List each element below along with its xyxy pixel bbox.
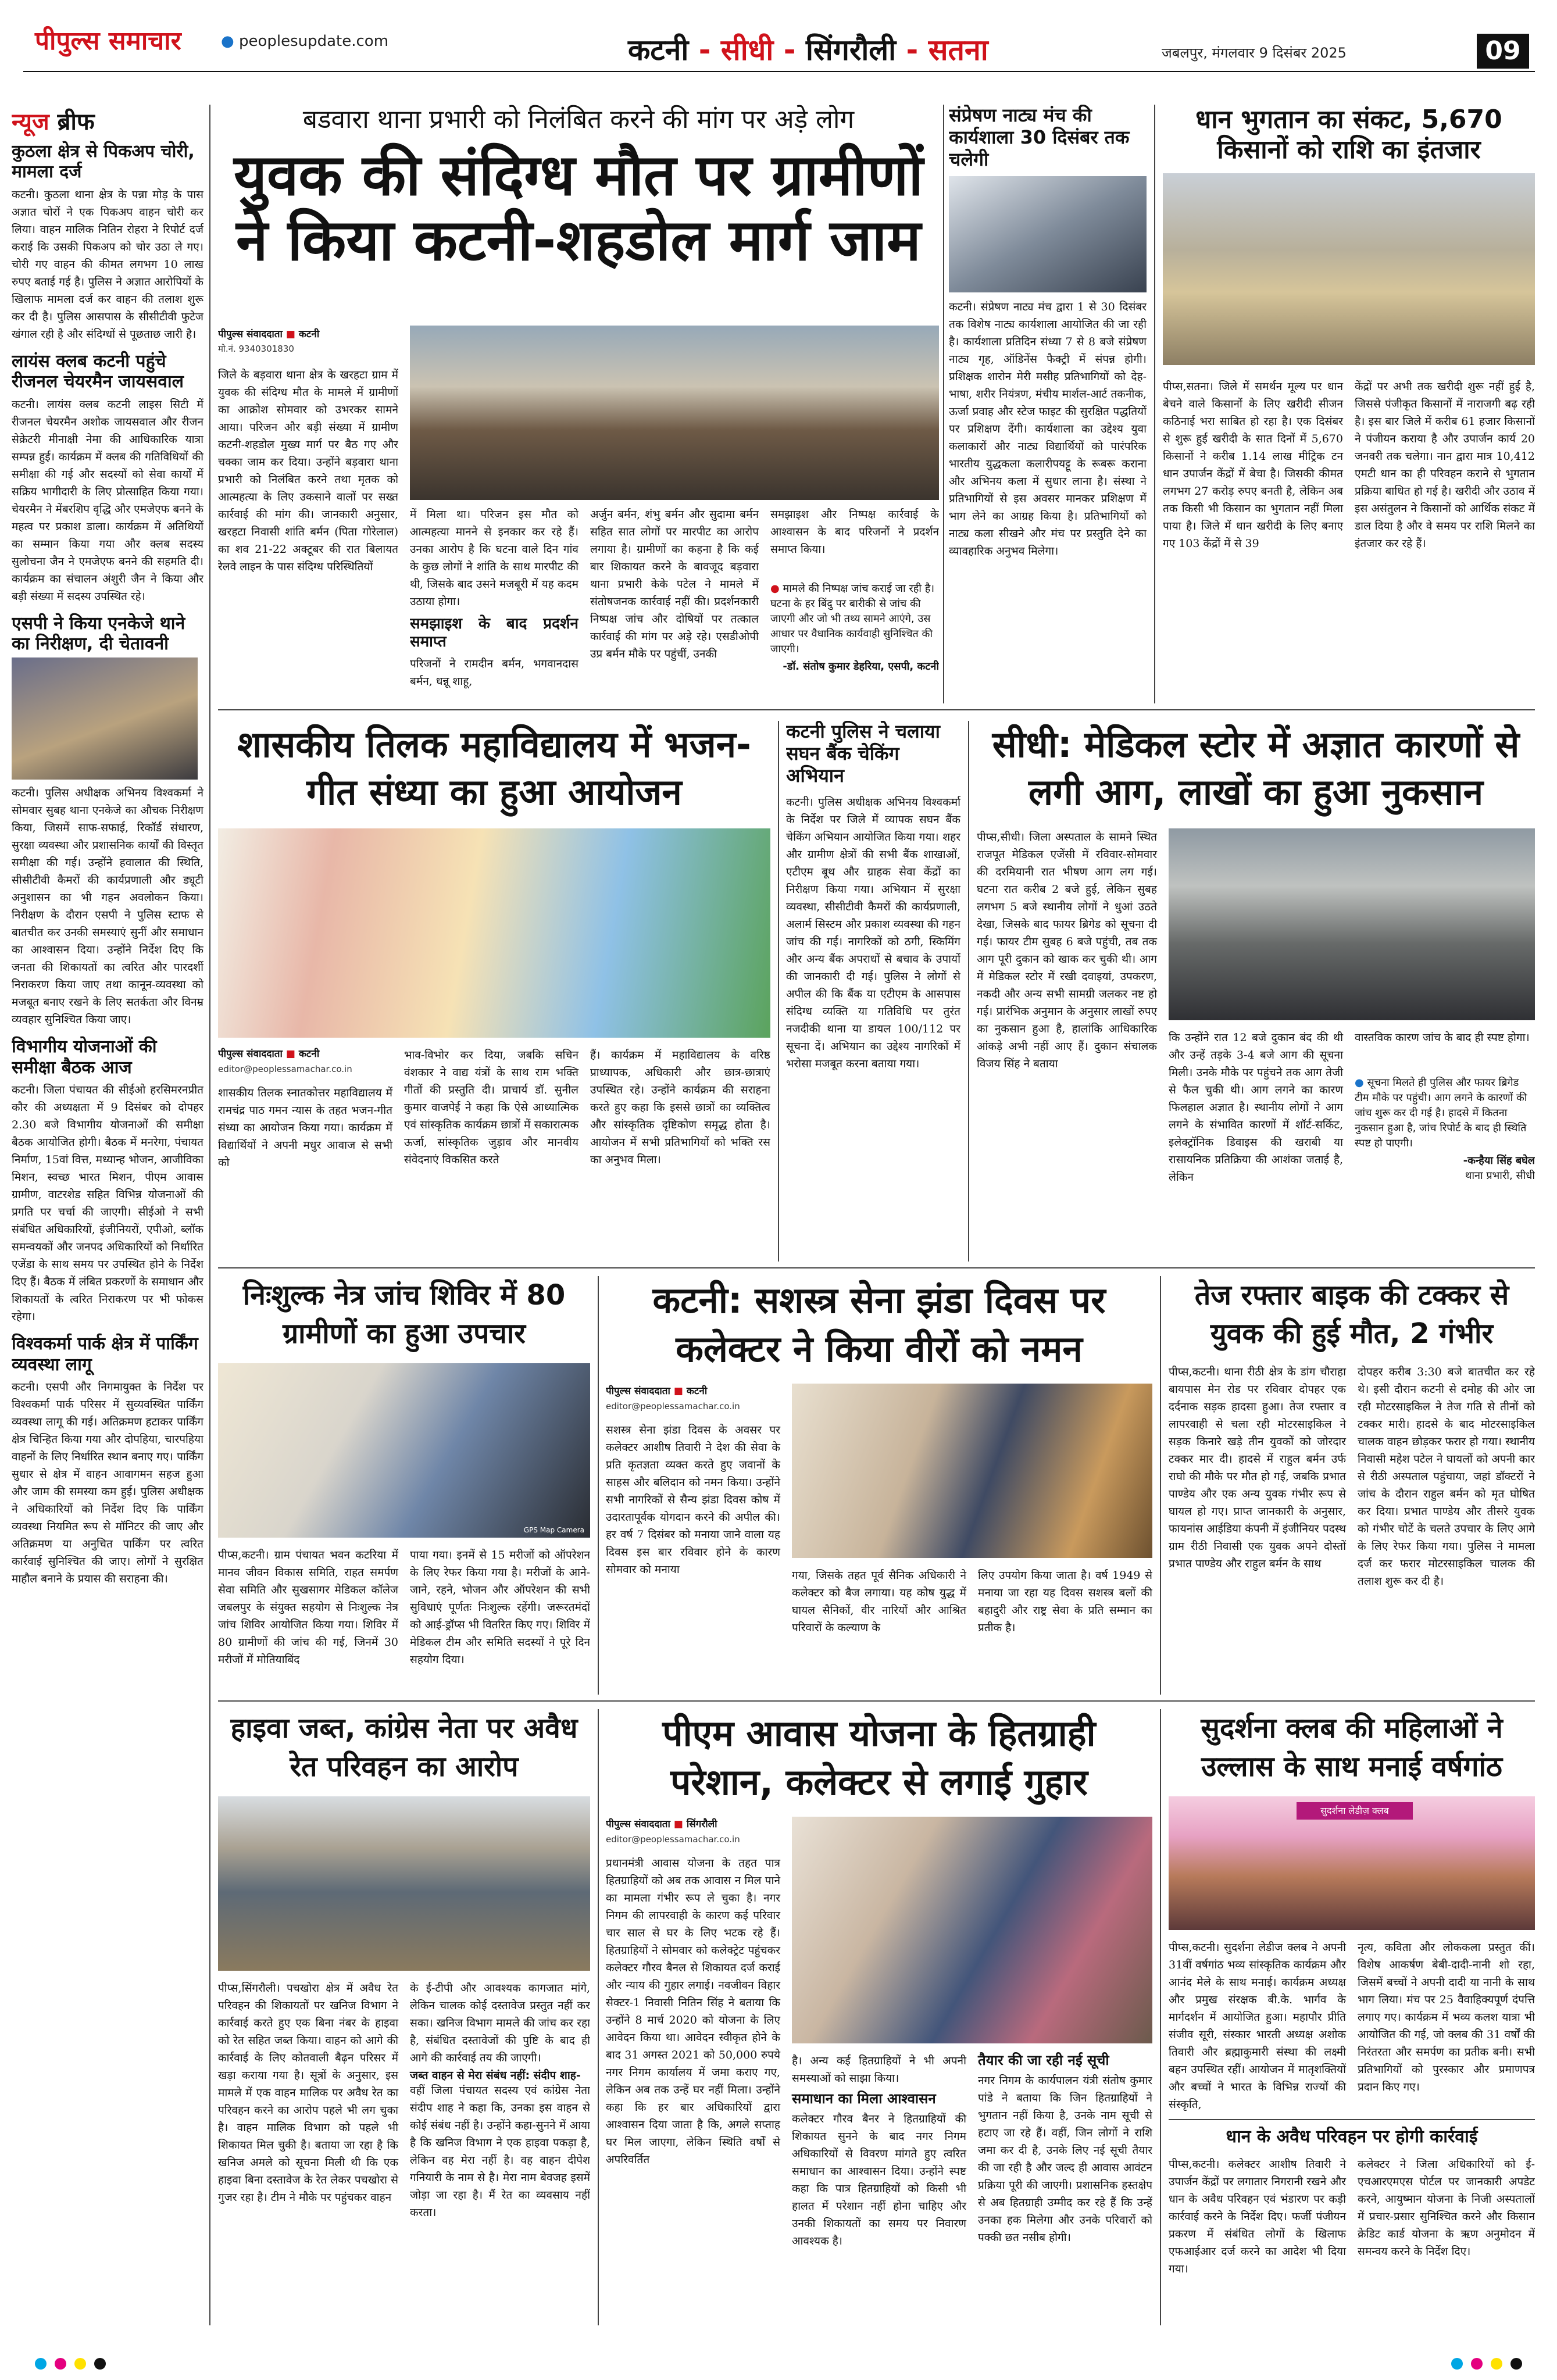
- parivahan-col-1: पीप्स,कटनी। कलेक्टर आशीष तिवारी ने उपार्जन केंद्रों पर लगातार निगरानी रखने और धान के अवैध परिवहन एवं भंडारण पर कड़ी कार्रवाई करने के निर्देश दिए। फर्जी पंजीयन प्रकरण में संबंधित लोगों के खिलाफ एफआईआर दर्ज करने का आदेश भी दिया गया।: [1169, 2158, 1346, 2275]
- tilak-col-1: शासकीय तिलक स्नातकोत्तर महाविद्यालय में रामचंद्र पाठ गमन न्यास के तहत भजन-गीत संध्या का आयोजन किया गया। कार्यक्रम में विद्यार्थियों ने अपनी मधुर आवाज से सभी को: [218, 1087, 392, 1169]
- highway-subhead: जब्त वाहन से मेरा संबंध नहीं: संदीप शाह-: [410, 2069, 581, 2082]
- pm-awas-subhead: समाधान का मिला आश्वासन: [792, 2090, 936, 2107]
- hrule-row1: [218, 709, 1535, 710]
- watermark: GPS Map Camera: [523, 1526, 584, 1534]
- pm-awas-caption: तैयार की जा रही नई सूची: [978, 2052, 1109, 2068]
- rule-jhanda: [598, 1276, 599, 1695]
- lead-subhead: समझाइश के बाद प्रदर्शन समाप्त: [410, 615, 578, 651]
- pm-awas-byline: पीपुल्स संवाददाता ■ सिंगरौली: [606, 1818, 717, 1830]
- page-number: 09: [1477, 34, 1529, 69]
- brief-body: कटनी। पुलिस अधीक्षक अभिनय विश्वकर्मा ने सोमवार सुबह थाना एनकेजे का औचक निरीक्षण किया, जिसमें साफ-सफाई, रिकॉर्ड संधारण, सुरक्षा व्यवस्था और प्रशासनिक कार्यों की विस्तृत समीक्षा की गई। उन्होंने हवालात की स्थिति, सीसीटीवी कैमरों की कार्यप्रणाली और ड्यूटी अनुशासन का भी गहन अवलोकन किया। निरीक्षण के दौरान एसपी ने पुलिस स्टाफ से बातचीत कर उनकी समस्याएं सुनीं और समाधान का आश्वासन दिया। उन्होंने निर्देश दिए कि जनता की शिकायतों का त्वरित और पारदर्शी निराकरण किया जाए तथा कानून-व्यवस्था को मजबूत बनाए रखने के लिए सतर्कता और विनम्र व्यवहार सुनिश्चित किया जाए।: [12, 787, 203, 1027]
- jhanda-byline: पीपुल्स संवाददाता ■ कटनी: [606, 1385, 708, 1397]
- lead-story: [218, 105, 939, 703]
- rule-sidhi: [968, 721, 969, 1262]
- jhanda-col-1: सशस्त्र सेना झंडा दिवस के अवसर पर कलेक्टर आशीष तिवारी ने देश की सेवा के प्रति कृतज्ञता व्यक्त करते हुए जवानों के साहस और बलिदान को नमन किया। उन्होंने सभी नागरिकों से सैन्य झंडा दिवस कोष में उदारतापूर्वक योगदान करने की अपील की। हर वर्ष 7 दिसंबर को मनाया जाने वाला यह दिवस इस बार रविवार होने के कारण सोमवार को मनाया: [606, 1424, 780, 1576]
- jhanda-col-3: लिए उपयोग किया जाता है। वर्ष 1949 से मनाया जा रहा यह दिवस सशस्त्र बलों की बहादुरी और राष्ट्र सेवा के प्रति सम्मान का प्रतीक है।: [978, 1569, 1152, 1634]
- sidhi-fire-story: [977, 721, 1535, 1262]
- brief-item: [12, 613, 203, 1029]
- masthead: [0, 0, 1557, 72]
- brief-body: कटनी। एसपी और निगमायुक्त के निर्देश पर विश्वकर्मा पार्क परिसर में सुव्यवस्थित पार्किंग व्यवस्था लागू की गई। अतिक्रमण हटाकर पार्किंग क्षेत्र चिन्हित किया गया और दोपहिया, चारपहिया वाहनों के लिए निर्धारित स्थान बनाए गए। पार्किंग सुधार से क्षेत्र में वाहन आवागमन सहज हुआ और जाम की समस्या कम हुई। पुलिस अधीक्षक ने अधिकारियों को निर्देश दिए कि पार्किंग व्यवस्था नियमित रूप से मॉनिटर की जाए और अतिक्रमण या अनुचित पार्किंग पर त्वरित कार्रवाई सुनिश्चित की जाए। लोगों ने सुरक्षित माहौल बनाने के प्रयास की सराहना की।: [12, 1380, 203, 1585]
- masthead-rule: [23, 71, 1535, 72]
- left-column-rule: [209, 105, 210, 2325]
- registration-dot-cyan: [1451, 2358, 1463, 2370]
- sudarshana-headline: सुदर्शना क्लब की महिलाओं ने उल्लास के साथ मनाई वर्षगांठ: [1201, 1712, 1503, 1783]
- city-katni: कटनी: [628, 33, 689, 67]
- collector-ceremony-photo: [792, 1384, 1152, 1558]
- dhan-headline: धान भुगतान का संकट, 5,670 किसानों को राशि का इंतजार: [1195, 105, 1502, 165]
- brief-title: एसपी ने किया एनकेजे थाने का निरीक्षण, दी चेतावनी: [12, 613, 185, 654]
- jhanda-email[interactable]: editor@peoplessamachar.co.in: [606, 1401, 740, 1411]
- eye-camp-photo: [218, 1363, 590, 1538]
- sangoshan-story: [949, 105, 1147, 703]
- lead-col-4: समझाइश और निष्पक्ष कार्रवाई के आश्वासन के बाद परिजनों ने प्रदर्शन समाप्त किया।: [770, 508, 939, 556]
- brief-item: [12, 141, 203, 343]
- protest-photo: [410, 326, 939, 500]
- sp-inspection-photo: [12, 657, 198, 780]
- brief-label: न्यूज ब्रीफ: [12, 109, 95, 135]
- tilak-col-2: भाव-विभोर कर दिया, जबकि सचिन वंशकार ने वाद्य यंत्रों के साथ राम भक्ति गीतों की प्रस्तुति दी। प्राचार्य डॉ. सुनील कुमार वाजपेई ने कहा कि ऐसे आध्यात्मिक एवं सांस्कृतिक कार्यक्रम छात्रों में सकारात्मक ऊर्जा, सांस्कृतिक जुड़ाव और मानवीय संवेदनाएं विकसित करते: [404, 1049, 578, 1166]
- highway-col-2: के ई-टीपी और आवश्यक कागजात मांगे, लेकिन चालक कोई दस्तावेज प्रस्तुत नहीं कर सका। खनिज विभाग मामले की जांच कर रहा है, संबंधित दस्तावेजों की पुष्टि के बाद ही आगे की कार्रवाई तय की जाएगी। जब्त वाहन से मेरा संबंध नहीं: संदीप शाह- वहीं जिला पंचायत सदस्य एवं कांग्रेस नेता संदीप शाह ने कहा कि, उनका इस वाहन से कोई संबंध नहीं है। उन्होंने कहा-सुनने में आया है कि खनिज विभाग ने एक हाइवा पकड़ा है, लेकिन वह मेरा नहीं है। वह वाहन दीपेश गनियारी के नाम से है। मेरा नाम बेवजह इसमें जोड़ा जा रहा है। मैं रेत का व्यवसाय नहीं करता।: [410, 1982, 590, 2220]
- pm-awas-col-2: है। अन्य कई हितग्राहियों ने भी अपनी समस्याओं को साझा किया। समाधान का मिला आश्वासन कलेक्टर गौरव बैनर ने हितग्राहियों की शिकायत सुनने के बाद नगर निगम अधिकारियों से विवरण मांगते हुए त्वरित समाधान का आश्वासन दिया। उन्होंने स्पष्ट कहा कि पात्र हितग्राहियों को किसी भी हालत में परेशान नहीं होना चाहिए और उनकी शिकायतों का समय पर निवारण आवश्यक है।: [792, 2054, 966, 2248]
- pm-awas-col-3: तैयार की जा रही नई सूची नगर निगम के कार्यपालन यंत्री संतोष कुमार पांडे ने बताया कि जिन हितग्राहियों ने भुगतान नहीं किया है, उनके नाम सूची से हटाए जा रहे हैं। वहीं, जिन लोगों ने राशि जमा कर दी है, उनके लिए नई सूची तैयार की जा रही है और जल्द ही आवास आवंटन प्रक्रिया पूरी की जाएगी। प्रशासनिक हस्तक्षेप से अब हितग्राही उम्मीद कर रहे हैं कि उन्हें उनका हक मिलेगा और उनके परिवारों को पक्की छत नसीब होगी।: [978, 2052, 1152, 2245]
- registration-dot-magenta: [55, 2358, 66, 2370]
- sudarshana-col-2: नृत्य, कविता और लोककला प्रस्तुत कीं। विशेष आकर्षण बेबी-दादी-नानी शो रहा, जिसमें बच्चों ने अपनी दादी या नानी के साथ भाग लिया। मंच पर 25 वैवाहिक्यपूर्ण दंपत्ति लगाए गए। कार्यक्रम में भव्य कलश यात्रा भी आयोजित की गई, जो क्लब की 31 वर्षों की निरंतरता और समर्पण का प्रतीक बनी। सभी प्रतिभागियों को पुरस्कार और प्रमाणपत्र प्रदान किए गए।: [1358, 1941, 1535, 2093]
- brand-logo: [35, 22, 181, 57]
- city-singrauli: सिंगरौली: [805, 33, 897, 67]
- tilak-story: [218, 721, 770, 1262]
- sidhi-col-3: वास्तविक कारण जांच के बाद ही स्पष्ट होगा।: [1355, 1031, 1530, 1044]
- rangoli-photo: [218, 828, 770, 1038]
- tilak-email[interactable]: editor@peoplessamachar.co.in: [218, 1064, 352, 1074]
- city-sidhi: सीधी: [720, 33, 774, 67]
- dhan-story: [1163, 105, 1535, 703]
- rule-dhan: [1154, 105, 1155, 703]
- registration-dot-cyan: [35, 2358, 47, 2370]
- sangoshan-headline: संप्रेषण नाट्य मंच की कार्यशाला 30 दिसंबर तक चलेगी: [949, 105, 1130, 170]
- lead-col-1: जिले के बड़वारा थाना क्षेत्र के खरहटा ग्राम में युवक की संदिग्ध मौत के मामले में ग्रामीणों का आक्रोश सोमवार को उभरकर सामने आया। परिजन और बड़ी संख्या में ग्रामीण कटनी-शहडोल मुख्य मार्ग पर बैठ गए और चक्का जाम कर दिया। उन्होंने बड़वारा थाना प्रभारी को निलंबित करने तथा मृतक को आत्महत्या के लिए उकसाने वालों पर सख्त कार्रवाई की मांग की। जानकारी अनुसार, खरहटा निवासी शांति बर्मन (पिता गोरेलाल) का शव 21-22 अक्टूबर की रात बिलायत रेलवे लाइन के पास संदिग्ध परिस्थितियों: [218, 369, 398, 573]
- netra-col-1: पीप्स,कटनी। ग्राम पंचायत भवन कटरिया में मानव जीवन विकास समिति, राहत समर्पण सेवा समिति और सुखसागर मेडिकल कॉलेज जबलपुर के संयुक्त सहयोग से निःशुल्क नेत्र जांच शिविर आयोजित किया गया। शिविर में 80 ग्रामीणों की जांच की गई, जिनमें 30 मरीजों में मोतियाबिंद: [218, 1549, 398, 1666]
- brand-name: पीपुल्स समाचार: [35, 26, 181, 56]
- lead-kicker: बडवारा थाना प्रभारी को निलंबित करने की मांग पर अड़े लोग: [302, 105, 855, 134]
- lead-headline: युवक की संदिग्ध मौत पर ग्रामीणों ने किया कटनी-शहडोल मार्ग जाम: [234, 142, 923, 274]
- brief-title: कुठला क्षेत्र से पिकअप चोरी, मामला दर्ज: [12, 141, 195, 183]
- registration-dot-yellow: [1491, 2358, 1502, 2370]
- quote-marker-icon: ●: [770, 583, 780, 595]
- sudarshana-col-1: पीप्स,कटनी। सुदर्शना लेडीज क्लब ने अपनी 31वीं वर्षगांठ भव्य सांस्कृतिक कार्यक्रम और आनंद मेले के साथ मनाई। कार्यक्रम अध्यक्ष और प्रमुख संरक्षक बी.के. भार्गव के मार्गदर्शन में आयोजित हुआ। महापौर प्रीति संजीव सूरी, संस्कार भारती अध्यक्ष अशोक तिवारी और ब्रह्माकुमारी संस्था की लक्ष्मी बहन उपस्थित रहीं। आयोजन में मातृशक्तियों और बच्चों ने भारत के विभिन्न राज्यों की संस्कृति,: [1169, 1941, 1346, 2111]
- netra-col-2: पाया गया। इनमें से 15 मरीजों को ऑपरेशन के लिए रेफर किया गया है। मरीजों के आने-जाने, रहने, भोजन और ऑपरेशन की सभी सुविधाएं पूर्णतः निःशुल्क रहेंगी। जरूरतमंदों को आई-ड्रॉप्स भी वितरित किए गए। शिविर में मेडिकल टीम और समिति सदस्यों ने पूरे दिन सहयोग दिया।: [410, 1549, 590, 1666]
- parivahan-headline: धान के अवैध परिवहन पर होगी कार्रवाई: [1226, 2127, 1478, 2147]
- jhanda-col-2: गया, जिसके तहत पूर्व सैनिक अधिकारी ने कलेक्टर को बैज लगाया। यह कोष युद्ध में घायल सैनिकों, वीर नारियों और आश्रित परिवारों के कल्याण के: [792, 1569, 966, 1634]
- lead-col-3: अर्जुन बर्मन, शंभु बर्मन और सुदामा बर्मन सहित सात लोगों पर मारपीट का आरोप लगाया है। ग्रामीणों का कहना है कि कई बार शिकायत करने के बावजूद बड़वारा थाना प्रभारी केके पटेल ने मामले में संतोषजनक कार्रवाई नहीं की। प्रदर्शनकारी निष्पक्ष जांच और दोषियों पर तत्काल कार्रवाई की मांग पर अड़े रहे। एसडीओपी उप्र बर्मन मौके पर पहुंचीं, उनकी: [590, 508, 759, 660]
- lead-quote: ● मामले की निष्पक्ष जांच कराई जा रही है। घटना के हर बिंदु पर बारीकी से जांच की जाएगी और जो भी तथ्य सामने आएंगे, उस आधार पर वैधानिक कार्यवाही सुनिश्चित की जाएगी। -डॉ. संतोष कुमार डेहरिया, एसपी, कटनी: [770, 583, 939, 673]
- hitgrahi-photo: [792, 1817, 1152, 2043]
- brief-title: विश्वकर्मा पार्क क्षेत्र में पार्किंग व्यवस्था लागू: [12, 1334, 198, 1375]
- club-banner: सुदर्शना लेडीज़ क्लब: [1297, 1802, 1413, 1820]
- brief-item: [12, 351, 203, 605]
- fire-scene-photo: [1169, 828, 1535, 1020]
- sidhi-quote: ● सूचना मिलते ही पुलिस और फायर ब्रिगेड टीम मौके पर पहुंची। आग लगने के कारणों की जांच शुरू कर दी गई है। हादसे में कितना नुकसान हुआ है, जांच रिपोर्ट के बाद ही स्थिति स्पष्ट हो पाएगी। -कन्हैया सिंह बघेल थाना प्रभारी, सीधी: [1355, 1077, 1535, 1182]
- workshop-photo: [949, 176, 1147, 292]
- pm-awas-story: [606, 1709, 1152, 2325]
- registration-dot-magenta: [1471, 2358, 1483, 2370]
- tilak-byline: पीपुल्स संवाददाता ■ कटनी: [218, 1048, 320, 1060]
- registration-dot-yellow: [74, 2358, 86, 2370]
- sidhi-headline: सीधी: मेडिकल स्टोर में अज्ञात कारणों से लगी आग, लाखों का हुआ नुकसान: [992, 723, 1520, 813]
- sangoshan-body: कटनी। संप्रेषण नाट्य मंच द्वारा 1 से 30 दिसंबर तक विशेष नाट्य कार्यशाला आयोजित की जा रही है। कार्यशाला प्रतिदिन संध्या 7 से 8 बजे संप्रेषण नाट्य गृह, ऑडिनेंस फैक्ट्री में संपन्न होगी। प्रशिक्षक शारोन मेरी मसीह प्रतिभागियों को देह-भाषा, शरीर नियंत्रण, मंचीय मार्शल-आर्ट तकनीक, ऊर्जा प्रवाह और स्टेज फाइट की सुरक्षित पद्धतियों पर प्रशिक्षण देंगी। कार्यशाला का उद्देश्य युवा कलाकारों और नाट्य विद्यार्थियों को पारंपरिक भारतीय युद्धकला कलारीपयट्टू के रूबरू कराना और अभिनय कला में सुधार लाना है। संस्था ने प्रतिभागियों से इस अवसर मानकर प्रशिक्षण में भाग लेने का आग्रह किया है। प्रतिभागियों को नाट्य कला सीखने और मंच पर प्रस्तुति देने का व्यावहारिक अनुभव मिलेगा।: [949, 301, 1147, 558]
- sudarshana-story: [1169, 1709, 1535, 2116]
- dateline: जबलपुर, मंगलवार 9 दिसंबर 2025: [1162, 45, 1347, 61]
- truck-photo: [218, 1796, 590, 1971]
- brief-item: [12, 1037, 203, 1334]
- highway-headline: हाइवा जब्त, कांग्रेस नेता पर अवैध रेत परिवहन का आरोप: [230, 1712, 578, 1783]
- hrule-row2: [218, 1267, 1535, 1268]
- globe-icon: ●: [221, 33, 234, 50]
- bank-headline: कटनी पुलिस ने चलाया सघन बैंक चेकिंग अभियान: [786, 721, 940, 787]
- hrule-parivahan: [1169, 2119, 1535, 2120]
- print-registration-strip: [0, 2349, 1557, 2380]
- netra-story: [218, 1276, 590, 1695]
- bank-body: कटनी। पुलिस अधीक्षक अभिनय विश्वकर्मा के निर्देश पर जिले में व्यापक सघन बैंक चेकिंग अभियान आयोजित किया गया। शहर और ग्रामीण क्षेत्रों की सभी बैंक शाखाओं, एटीएम बूथ और ग्राहक सेवा केंद्रों का निरीक्षण किया गया। अभियान में सुरक्षा व्यवस्था, सीसीटीवी कैमरों की कार्यप्रणाली, अलार्म सिस्टम और प्रकाश व्यवस्था की गहन जांच की गई। नागरिकों को ठगी, स्किमिंग और अन्य बैंक अपराधों से बचाव के उपायों की जानकारी दी गई। पुलिस ने लोगों से अपील की कि बैंक या एटीएम के आसपास संदिग्ध व्यक्ति या गतिविधि पर तुरंत नजदीकी थाना या डायल 100/112 पर सूचना दें। अभियान का उद्देश्य नागरिकों में भरोसा मजबूत करना बताया गया।: [786, 796, 960, 1071]
- bike-col-2: दोपहर करीब 3:30 बजे बातचीत कर रहे थे। इसी दौरान कटनी से दमोह की ओर जा रही मोटरसाइकिल ने तेज गति से तीनों को टक्कर मारी। हादसे के बाद मोटरसाइकिल चालक वाहन छोड़कर फरार हो गया। स्थानीय निवासी महेश पटेल ने घायलों को अपनी कार से रीठी अस्पताल पहुंचाया, जहां डॉक्टरों ने जांच के दौरान राहुल बर्मन को मृत घोषित कर दिया। प्रभात पाण्डेय और तीसरे युवक को गंभीर चोटें के चलते उपचार के लिए आगे के लिए रेफर किया गया। पुलिस ने मामला दर्ज कर फरार मोटरसाइकिल चालक की तलाश शुरू कर दी है।: [1358, 1366, 1535, 1588]
- bike-headline: तेज रफ्तार बाइक की टक्कर से युवक की हुई मौत, 2 गंभीर: [1194, 1279, 1509, 1350]
- news-brief-column: [12, 105, 203, 2325]
- sidhi-col-2: कि उन्होंने रात 12 बजे दुकान बंद की थी और उन्हें तड़के 3-4 बजे आग की सूचना मिली। उनके मौके पर पहुंचने तक आग तेजी से फैल चुकी थी। आग लगने का कारण फिलहाल अज्ञात है। स्थानीय लोगों ने आग लगने के संभावित कारणों में शॉर्ट-सर्किट, इलेक्ट्रॉनिक डिवाइस की खराबी या रासायनिक प्रतिक्रिया की आशंका जताई है, लेकिन: [1169, 1031, 1343, 1184]
- highway-col-1: पीप्स,सिंगरौली। पचखोरा क्षेत्र में अवैध रेत परिवहन की शिकायतों पर खनिज विभाग ने कार्रवाई करते हुए एक बिना नंबर के हाइवा को रेत सहित जब्त किया। वाहन को आगे की कार्रवाई के लिए कोतवाली बैढ़न परिसर में खड़ा कराया गया है। सूत्रों के अनुसार, इस मामले में एक वाहन मालिक पर अवैध रेत का परिवहन करने का आरोप पहले भी लग चुका है। वाहन मालिक विभाग को पहले भी शिकायत मिल चुकी है। बताया जा रहा है कि खनिज अमले को सूचना मिली थी कि एक हाइवा बिना दस्तावेज के रेत लेकर पचखोरा से गुजर रहा है। टीम ने मौके पर पहुंचकर वाहन: [218, 1982, 398, 2204]
- rule-pm-awas: [598, 1709, 599, 2325]
- paddy-stack-photo: [1163, 173, 1535, 365]
- rule-sangoshan: [943, 105, 944, 703]
- lead-phone: मो.नं. 9340301830: [218, 344, 294, 354]
- pm-awas-email[interactable]: editor@peoplessamachar.co.in: [606, 1834, 740, 1845]
- club-women-photo: [1169, 1796, 1535, 1930]
- pm-awas-headline: पीएम आवास योजना के हितग्राही परेशान, कलेक्टर से लगाई गुहार: [662, 1712, 1096, 1803]
- dhan-col-2: केंद्रों पर अभी तक खरीदी शुरू नहीं हुई है, जिससे पंजीकृत किसानों में नाराजगी बढ़ रही है। इस बार जिले में करीब 61 हजार किसानों ने पंजीयन कराया है और उपार्जन कार्य 20 जनवरी तक चलेगा। नान द्वारा मात्र 10,412 एमटी धान का ही परिवहन कराने से भुगतान प्रक्रिया बाधित हो गई है। खरीदी और उठाव में इस असंतुलन ने किसानों को आर्थिक संकट में डाल दिया है और वे समय पर राशि मिलने का इंतजार कर रहे हैं।: [1355, 380, 1535, 550]
- dhan-parivahan-story: [1169, 2127, 1535, 2325]
- netra-headline: निःशुल्क नेत्र जांच शिविर में 80 ग्रामीणों का हुआ उपचार: [242, 1279, 566, 1350]
- brief-body: कटनी। कुठला थाना क्षेत्र के पन्ना मोड़ के पास अज्ञात चोरों ने एक पिकअप वाहन चोरी कर लिया। वाहन मालिक नितिन रोहरा ने रिपोर्ट दर्ज कराई कि उसकी पिकअप को चोर उठा ले गए। चोरी गए वाहन की कीमत लगभग 10 लाख रुपए बताई गई है। पुलिस ने अज्ञात आरोपियों के खिलाफ मामला दर्ज कर वाहन की तलाश शुरू कर दी है। पुलिस आसपास के सीसीटीवी फुटेज खंगाल रही है और संदिग्धों से पूछताछ जारी है।: [12, 188, 203, 341]
- bank-story: [786, 721, 960, 1262]
- bike-story: [1169, 1276, 1535, 1695]
- rule-bike: [1160, 1276, 1161, 1695]
- bike-col-1: पीप्स,कटनी। थाना रीठी क्षेत्र के डांग चौराहा बायपास मेन रोड पर रविवार दोपहर एक दर्दनाक सड़क हादसा हुआ। तेज रफ्तार व लापरवाही से चला रही मोटरसाइकिल ने सड़क किनारे खड़े तीन युवकों को जोरदार टक्कर मार दी। हादसे में राहुल बर्मन उर्फ राघो की मौके पर मौत हो गई, जबकि प्रभात पाण्डेय और एक अन्य युवक गंभीर रूप से घायल हो गए। प्राप्त जानकारी के अनुसार, फायनांस आईडिया कंपनी में इंजीनियर पदस्थ ग्राम रीठी निवासी एक युवक अपने दोस्तों प्रभात पाण्डेय और राहुल बर्मन के साथ: [1169, 1366, 1346, 1570]
- registration-dot-black: [1510, 2358, 1522, 2370]
- brief-title: विभागीय योजनाओं की समीक्षा बैठक आज: [12, 1037, 157, 1078]
- tilak-col-3: हैं। कार्यक्रम में महाविद्यालय के वरिष्ठ प्राध्यापक, अधिकारी और छात्र-छात्राएं उपस्थित रहे। उन्होंने कार्यक्रम की सराहना करते हुए कहा कि इससे छात्रों का व्यक्तित्व और सांस्कृतिक दृष्टिकोण समृद्ध होता है। आयोजन में सभी प्रतिभागियों को भक्ति रस का अनुभव मिला।: [590, 1049, 770, 1166]
- jhanda-headline: कटनी: सशस्त्र सेना झंडा दिवस पर कलेक्टर ने किया वीरों को नमन: [652, 1279, 1106, 1370]
- hrule-row3: [218, 1700, 1535, 1702]
- lead-col-2: में मिला था। परिजन इस मौत को आत्महत्या मानने से इनकार कर रहे हैं। उनका आरोप है कि घटना वाले दिन गांव के कुछ लोगों ने शांति के साथ मारपीट की थी, जिसके बाद उसने मजबूरी में यह कदम उठाया होगा। समझाइश के बाद प्रदर्शन समाप्त परिजनों ने रामदीन बर्मन, भगवानदास बर्मन, धन्नू शाहू,: [410, 508, 578, 688]
- brief-body: कटनी। जिला पंचायत की सीईओ हरसिमरनप्रीत कौर की अध्यक्षता में 9 दिसंबर को दोपहर 2.30 बजे विभागीय योजनाओं की समीक्षा बैठक आयोजित होगी। बैठक में मनरेगा, पंचायत निर्माण, 15वां वित्त, मध्यान्ह भोजन, आजीविका मिशन, स्वच्छ भारत मिशन, पीएम आवास ग्रामीण, वाटरशेड सहित विभिन्न योजनाओं की प्रगति पर चर्चा की जाएगी। सीईओ ने सभी संबंधित अधिकारियों, इंजीनियरों, एपीओ, ब्लॉक समन्वयकों और जनपद अधिकारियों को निर्धारित एजेंडा के साथ समय पर उपस्थित होने के निर्देश दिए हैं। बैठक में लंबित प्रकरणों के समाधान और शिकायतों के त्वरित निराकरण पर भी फोकस रहेगा।: [12, 1084, 203, 1324]
- sidhi-col-1: पीप्स,सीधी। जिला अस्पताल के सामने स्थित राजपूत मेडिकल एजेंसी में रविवार-सोमवार की दरमियानी रात भीषण आग लग गई। घटना रात करीब 2 बजे हुई, लेकिन सुबह लगभग 5 बजे स्थानीय लोगों ने धुआं उठते देखा, जिसके बाद फायर ब्रिगेड को सूचना दी गई। फायर टीम सुबह 6 बजे पहुंची, तब तक आग पूरी दुकान को खाक कर चुकी थी। आग में मेडिकल स्टोर में रखी दवाइयां, उपकरण, नकदी और अन्य सभी सामग्री जलकर नष्ट हो गई। प्रारंभिक अनुमान के अनुसार लाखों रुपए का नुकसान हुआ है, हालांकि आधिकारिक आंकड़े अभी नहीं आए हैं। दुकान संचालक विजय सिंह ने बताया: [977, 831, 1157, 1070]
- pm-awas-col-1: प्रधानमंत्री आवास योजना के तहत पात्र हितग्राहियों को अब तक आवास न मिल पाने का मामला गंभीर रूप ले चुका है। नगर निगम की लापरवाही के कारण कई परिवार चार साल से घर के लिए भटक रहे हैं। हितग्राहियों ने सोमवार को कलेक्ट्रेट पहुंचकर कलेक्टर गौरव बैनल से शिकायत दर्ज कराई और न्याय की गुहार लगाई। नवजीवन विहार सेक्टर-1 निवासी नितिन सिंह ने बताया कि उन्होंने 8 मार्च 2020 को योजना के लिए आवेदन किया था। आवेदन स्वीकृत होने के बाद 31 अगस्त 2021 को 50,000 रुपये नगर निगम कार्यालय में जमा कराए गए, लेकिन अब तक उन्हें घर नहीं मिला। उन्होंने कहा कि हर बार अधिकारियों द्वारा आश्वासन दिया जाता है कि, अगले सप्ताह घर मिल जाएगा, लेकिन स्थिति वर्षों से अपरिवर्तित: [606, 1857, 780, 2166]
- city-satna: सतना: [928, 33, 988, 67]
- lead-byline: पीपुल्स संवाददाता ■ कटनी: [218, 328, 320, 340]
- dhan-col-1: पीप्स,सतना। जिले में समर्थन मूल्य पर धान बेचने वाले किसानों के लिए खरीदी सीजन कठिनाई भरा साबित हो रहा है। एक दिसंबर से शुरू हुई खरीदी के सात दिनों में 5,670 किसानों ने करीब 1.14 लाख मीट्रिक टन धान उपार्जन केंद्रों में बेचा है। जिसकी कीमत लगभग 27 करोड़ रुपए बनती है, लेकिन अब तक किसी भी किसान का भुगतान नहीं मिला पाया है। जिले में धान खरीदी के लिए बनाए गए 103 केंद्रों में से 39: [1163, 380, 1343, 550]
- brief-item: [12, 1334, 203, 1588]
- quote-marker-icon: ●: [1355, 1077, 1364, 1089]
- jhanda-story: [606, 1276, 1152, 1695]
- tilak-headline: शासकीय तिलक महाविद्यालय में भजन-गीत संध्या का हुआ आयोजन: [237, 723, 751, 813]
- edition-cities: कटनी - सीधी - सिंगरौली - सतना: [628, 33, 988, 67]
- brief-title: लायंस क्लब कटनी पहुंचे रीजनल चेयरमैन जायसवाल: [12, 351, 184, 392]
- rule-sudarshana: [1160, 1709, 1161, 2325]
- website[interactable]: ● peoplesupdate.com: [221, 33, 389, 50]
- highway-story: [218, 1709, 590, 2325]
- parivahan-col-2: कलेक्टर ने जिला अधिकारियों को ई-एचआरएमएस पोर्टल पर जानकारी अपडेट करने, आयुष्मान योजना के निजी अस्पतालों में प्रचार-प्रसार सुनिश्चित करने और किसान क्रेडिट कार्ड योजना के ऋण अनुमोदन में समन्वय करने के निर्देश दिए।: [1358, 2158, 1535, 2258]
- registration-dot-black: [94, 2358, 106, 2370]
- brief-body: कटनी। लायंस क्लब कटनी लाइस सिटी में रीजनल चेयरमैन अशोक जायसवाल और रीजन सेक्रेटरी मीनाक्षी नेमा की आधिकारिक यात्रा सम्पन्न हुई। कार्यक्रम में क्लब की गतिविधियों की समीक्षा की गई और सदस्यों को सेवा कार्यों में सक्रिय भागीदारी के लिए प्रोत्साहित किया गया। चेयरमैन ने मेंबरशिप वृद्धि और एमजेएफ बनने के महत्व पर प्रकाश डाला। कार्यक्रम में अतिथियों का सम्मान किया गया और क्लब सदस्य सुलोचना जैन ने एमजेएफ बनने की सहमति दी। कार्यक्रम का संचालन अंशुरी जैन ने किया और बड़ी संख्या में सदस्य उपस्थित रहे।: [12, 398, 203, 603]
- rule-bank: [778, 721, 779, 1262]
